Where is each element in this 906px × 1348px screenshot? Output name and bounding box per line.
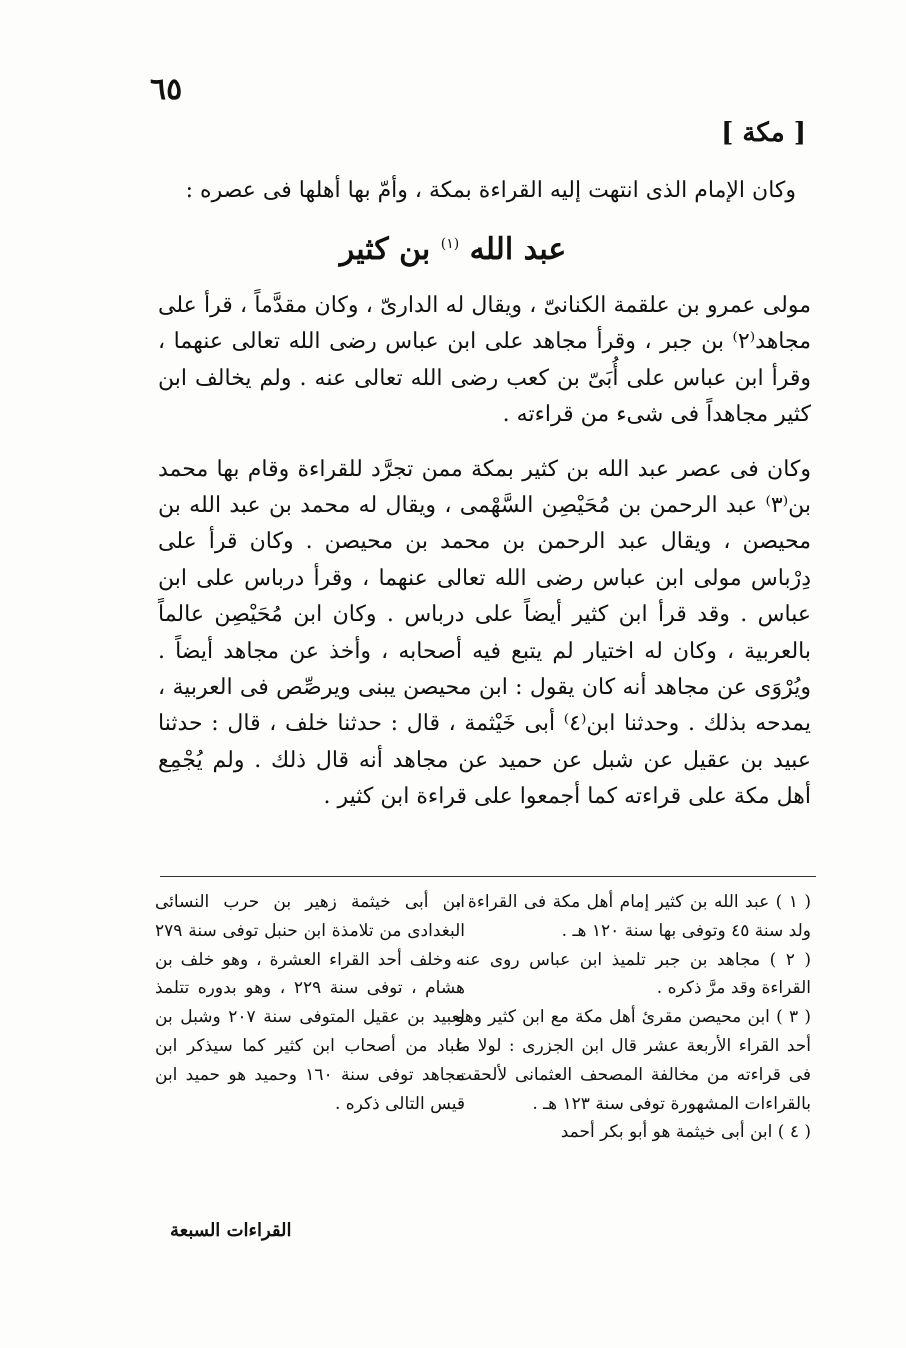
intro-line: وكان الإمام الذى انتهت إليه القراءة بمكة ، وأمّ بها أهلها فى عصره : (185, 178, 796, 203)
footnote-1: ( ١ ) عبد الله بن كثير إمام أهل مكة فى القراءة ، ولد سنة ٤٥ وتوفى بها سنة ١٢٠ هـ . (456, 892, 811, 941)
footnote-4: ( ٤ ) ابن أبى خيثمة هو أبو بكر أحمد (560, 1122, 811, 1143)
footnotes-right-column (456, 888, 811, 1147)
heading-footnote-marker: (١) (440, 236, 460, 252)
main-text (158, 288, 811, 816)
paragraph-2: وكان فى عصر عبد الله بن كثير بمكة ممن تجرَّد للقراءة وقام بها محمد بن⁽٣⁾ عبد الرحمن بن مُحَيْصِن السَّهْمى ، ويقال له محمد بن عبد الله بن محيصن ، ويقال عبد الرحمن بن محمد بن محيصن . وكان قرأ على دِرْباس مولى ابن عباس رضى الله تعالى عنهما ، وقرأ درباس على ابن عباس . وقد قرأ ابن كثير أيضاً على درباس . وكان ابن مُحَيْصِن عالماً بالعربية ، وكان له اختيار لم يتبع فيه أصحابه ، وأخذ عن مجاهد أيضاً . ويُرْوَى عن مجاهد أنه كان يقول : ابن محيصن يبنى ويرصِّص فى العربية ، يمدحه بذلك . وحدثنا ابن⁽٤⁾ أبى خَيْثمة ، قال : حدثنا خلف ، قال : حدثنا عبيد بن عقيل عن شبل عن حميد عن مجاهد أنه قال ذلك . ولم يُجْمِع أهل مكة على قراءته كما أجمعوا على قراءة ابن كثير . (158, 456, 811, 810)
paragraph-1: مولى عمرو بن علقمة الكنانىّ ، ويقال له الدارىّ ، وكان مقدَّماً ، قرأ على مجاهد⁽٢⁾ بن جبر ، وقرأ مجاهد على ابن عباس رضى الله تعالى عنهما ، وقرأ ابن عباس على أُبَىّ بن كعب رضى الله تعالى عنه . ولم يخالف ابن كثير مجاهداً فى شىء من قراءته . (158, 293, 811, 428)
page-number: ٦٥ (150, 72, 183, 107)
footnote-3: ( ٣ ) ابن محيصن مقرئ أهل مكة مع ابن كثير وهو أحد القراء الأربعة عشر قال ابن الجزرى : لولا ما فى قراءته من مخالفة المصحف العثمانى لألحقت بالقراءات المشهورة توفى سنة ١٢٣ هـ . (456, 1007, 811, 1114)
heading-name: عبد الله (469, 232, 567, 267)
footnote-4-continuation: ابن أبى خيثمة زهير بن حرب النسائى البغدادى من تلامذة ابن حنبل توفى سنة ٢٧٩ . وخلف أحد القراء العشرة ، وهو خلف بن هشام ، توفى سنة ٢٢٩ ، وهو بدوره تتلمذ لعبيد بن عقيل المتوفى سنة ٢٠٧ وشبل بن عباد من أصحاب ابن كثير كما سيذكر ابن مجاهد توفى سنة ١٦٠ وحميد هو حميد ابن قيس التالى ذكره . (155, 892, 465, 1114)
heading-rest: بن كثير (339, 232, 431, 267)
footnote-divider (160, 876, 816, 877)
section-label: [ مكة ] (721, 118, 806, 148)
chapter-heading (150, 232, 756, 267)
running-footer: القراءات السبعة (170, 1220, 292, 1241)
footnote-2: ( ٢ ) مجاهد بن جبر تلميذ ابن عباس روى عنه القراءة وقد مرَّ ذكره . (456, 949, 811, 999)
footnotes-left-column (155, 888, 465, 1118)
